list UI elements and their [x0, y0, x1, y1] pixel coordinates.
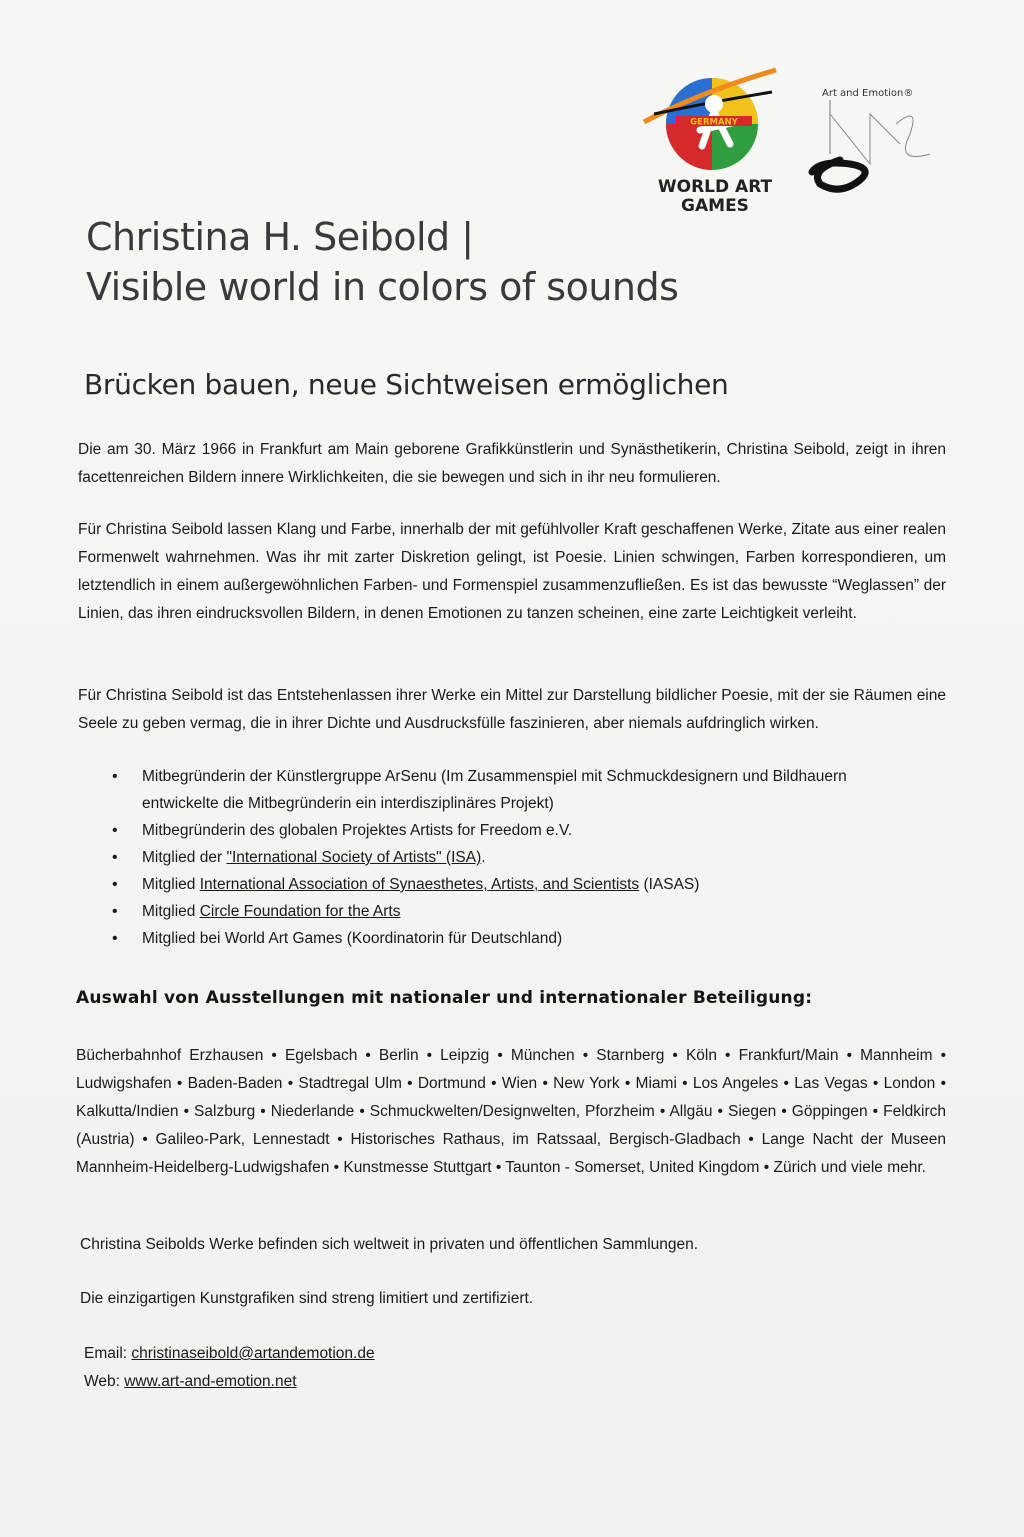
list-item-text: Mitbegründerin der Künstlergruppe ArSenu (Im Zusammenspiel mit Schmuckdesignern und Bildhauern entwickelte die Mitbegründerin ein interdisziplinäres Projekt) — [142, 768, 847, 812]
exhibitions-places: Bücherbahnhof Erzhausen • Egelsbach • Berlin • Leipzig • München • Starnberg • Köln • Frankfurt/Main • Mannheim • Ludwigshafen • Baden-Baden • Stadtregal Ulm • Dortmund • Wien • New York • Miami • Los Angeles • Las Vegas • London • Kalkutta/Indien • Salzburg • Niederlande • Schmuckwelten/Designwelten, Pforzheim • Allgäu • Siegen • Göppingen • Feldkirch (Austria) • Galileo-Park, Lennestadt • Historisches Rathaus, im Ratssaal, Bergisch-Gladbach • Lange Nacht der Museen Mannheim-Heidelberg-Ludwigshafen • Kunstmesse Stuttgart • Taunton - Somerset, United Kingdom • Zürich und viele mehr. — [76, 1047, 946, 1176]
logo-area — [640, 62, 960, 232]
logo-banner-text: GERMANY — [690, 117, 738, 128]
circle-foundation-link[interactable]: Circle Foundation for the Arts — [199, 903, 401, 920]
page-title — [86, 212, 786, 312]
list-item — [106, 925, 926, 952]
email-row — [84, 1340, 375, 1368]
list-item-text: Mitglied bei World Art Games (Koordinatorin für Deutschland) — [142, 930, 563, 947]
title-line1: Christina H. Seibold | — [86, 215, 474, 259]
list-item — [106, 817, 926, 844]
email-label: Email: — [84, 1345, 128, 1362]
ae-s-mark — [812, 160, 865, 189]
list-item-prefix: Mitglied — [142, 903, 200, 920]
list-item-prefix: Mitglied der — [142, 849, 227, 866]
page-subtitle: Brücken bauen, neue Sichtweisen ermöglichen — [84, 368, 729, 401]
bullet-icon: • — [112, 903, 118, 920]
world-art-games-caption — [640, 178, 790, 216]
web-link[interactable]: www.art-and-emotion.net — [124, 1373, 297, 1390]
bullet-icon: • — [112, 768, 118, 785]
list-item — [106, 763, 926, 817]
list-item-suffix: (IASAS) — [639, 876, 700, 893]
web-row — [84, 1368, 375, 1396]
membership-list — [106, 763, 926, 952]
list-item-prefix: Mitglied — [142, 876, 200, 893]
bullet-icon: • — [112, 849, 118, 866]
wag-caption-line2: GAMES — [681, 196, 749, 216]
bullet-icon: • — [112, 930, 118, 947]
collections-note: Christina Seibolds Werke befinden sich weltweit in privaten und öffentlichen Sammlungen. — [80, 1236, 699, 1253]
list-item — [106, 871, 926, 898]
wag-caption-line1: WORLD ART — [657, 177, 773, 197]
art-and-emotion-logo — [800, 84, 950, 194]
limited-note: Die einzigartigen Kunstgrafiken sind streng limitiert und zertifiziert. — [80, 1290, 534, 1307]
contact-block — [84, 1340, 375, 1396]
iasas-link[interactable]: International Association of Synaesthetes, Artists, and Scientists — [199, 876, 640, 893]
list-item — [106, 898, 926, 925]
exhibitions-heading: Auswahl von Ausstellungen mit nationaler und internationaler Beteiligung: — [76, 988, 813, 1008]
email-link[interactable]: christinaseibold@artandemotion.de — [131, 1345, 375, 1362]
bullet-icon: • — [112, 822, 118, 839]
web-label: Web: — [84, 1373, 120, 1390]
list-item-text: Mitbegründerin des globalen Projektes Artists for Freedom e.V. — [142, 822, 573, 839]
paragraph-biography: Die am 30. März 1966 in Frankfurt am Main geborene Grafikkünstlerin und Synästhetikerin, Christina Seibold, zeigt in ihren facettenreichen Bildern innere Wirklichkeiten, die sie bewegen und sich in ihr neu formulieren. — [78, 441, 946, 486]
bullet-icon: • — [112, 876, 118, 893]
isa-link[interactable]: "International Society of Artists" (ISA) — [226, 849, 482, 866]
art-and-emotion-label: Art and Emotion® — [822, 88, 914, 99]
title-line2: Visible world in colors of sounds — [86, 265, 679, 309]
list-item — [106, 844, 926, 871]
list-item-suffix: . — [481, 849, 486, 866]
paragraph-sound-and-color: Für Christina Seibold lassen Klang und Farbe, innerhalb der mit gefühlvoller Kraft geschaffenen Werke, Zitate aus einer realen Formenwelt wahrnehmen. Was ihr mit zarter Diskretion gelingt, ist Poesie. Linien schwingen, Farben korrespondieren, um letztendlich in einem außergewöhnlichen Farben- und Formenspiel zusammenzufließen. Es ist das bewusste “Weglassen” der Linien, das ihren eindrucksvollen Bildern, in denen Emotionen zu tanzen scheinen, eine zarte Leichtigkeit verleiht. — [78, 521, 946, 622]
paragraph-poetry: Für Christina Seibold ist das Entstehenlassen ihrer Werke ein Mittel zur Darstellung bildlicher Poesie, mit der sie Räumen eine Seele zu geben vermag, die in ihrer Dichte und Ausdrucksfülle faszinieren, aber niemals aufdringlich wirken. — [78, 687, 946, 732]
